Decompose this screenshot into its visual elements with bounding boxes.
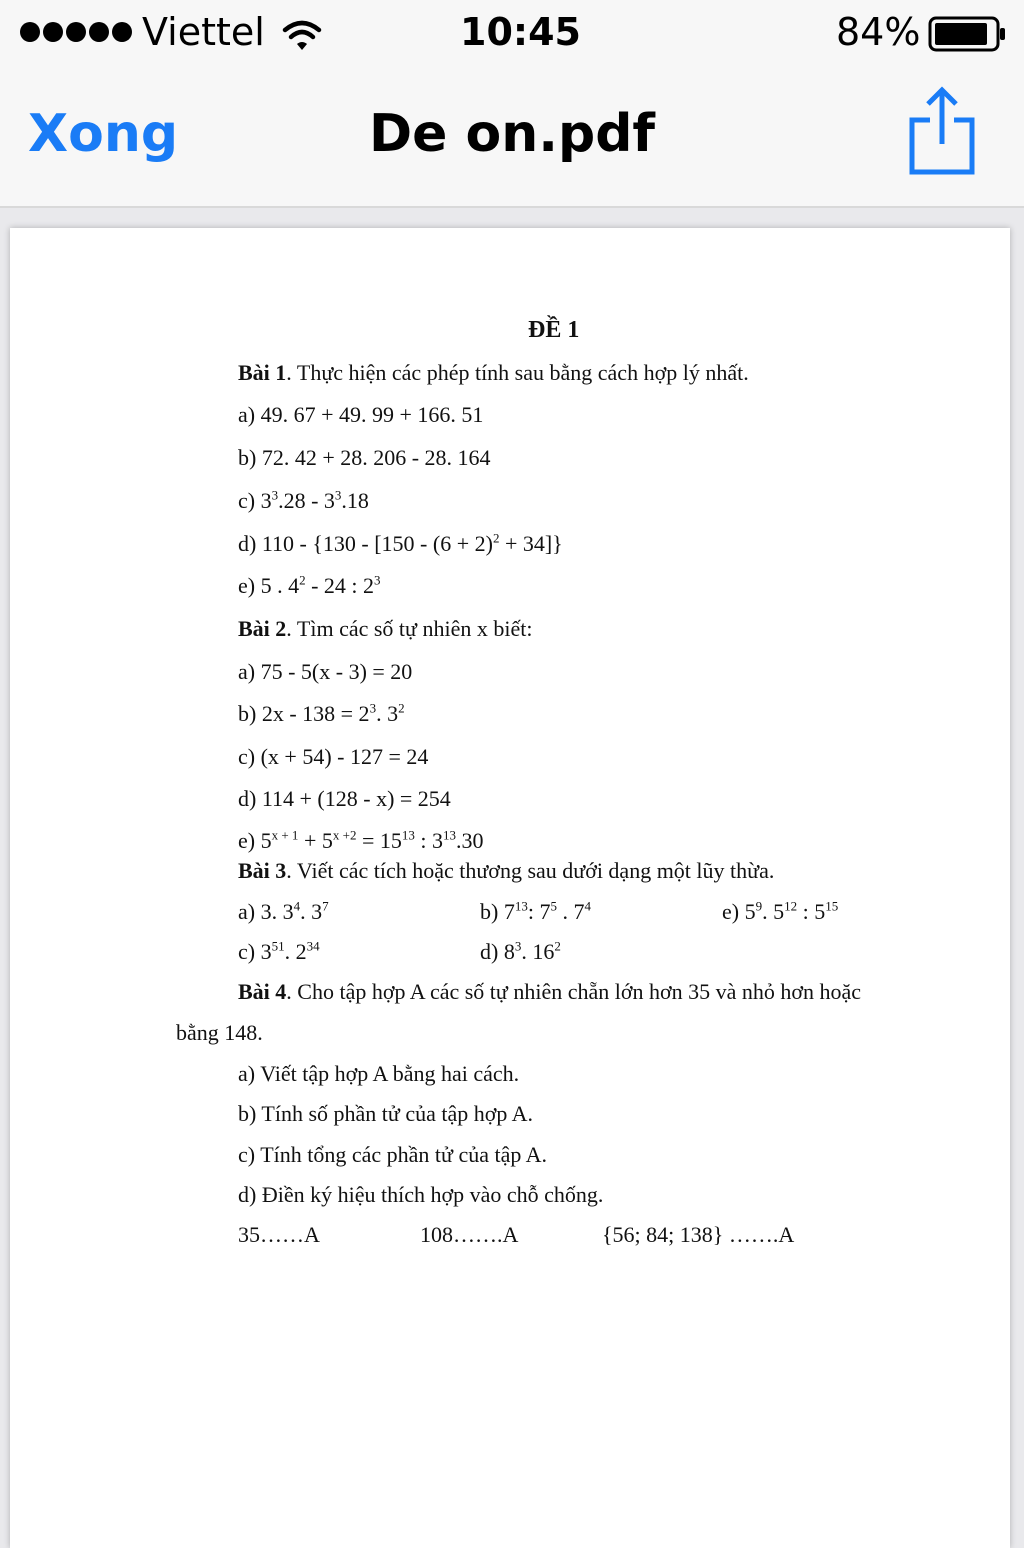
battery-icon	[928, 16, 1008, 52]
bai-4-item-a: a) Viết tập hợp A bằng hai cách.	[238, 1061, 520, 1086]
bai-1-item-e: e) 5 . $4^2 - 24$ : $2^3$	[238, 572, 381, 598]
bai-1-item-c: c) $3^3.28 - 3^3.18$	[238, 487, 369, 513]
bai-2-item-d: d) 114 + (128 - x) = 254	[238, 786, 451, 811]
bai-3-item-c: c) $3^{51}$. $2^{34}$	[238, 938, 320, 964]
bai-3-item-a: a) 3. $3^4$. $3^7$	[238, 898, 329, 924]
bai-1-item-b: b) 72. 42 + 28. 206 - 28. 164	[238, 445, 491, 470]
share-icon[interactable]	[906, 86, 978, 178]
bai-3-item-e: e) $5^9$. $5^{12}$ : $5^{15}$	[722, 898, 839, 924]
bai-3-text: . Viết các tích hoặc thương sau dưới dạng một lũy thừa.	[286, 858, 775, 883]
bai-2-item-a: a) 75 - 5(x - 3) = 20	[238, 659, 413, 684]
signal-strength-icon	[20, 22, 135, 47]
done-button[interactable]: Xong	[28, 104, 179, 164]
bai-4-item-b: b) Tính số phần tử của tập hợp A.	[238, 1101, 534, 1126]
status-time: 10:45	[460, 10, 581, 54]
fill-in-108: 108…….A	[420, 1222, 519, 1247]
bai-2-text: . Tìm các số tự nhiên x biết:	[286, 616, 533, 641]
bai-3-label: Bài 3	[238, 858, 287, 883]
bai-1-prompt	[238, 362, 749, 384]
bai-2-item-c: c) (x + 54) - 127 = 24	[238, 744, 429, 769]
bai-1-text: . Thực hiện các phép tính sau bằng cách hợp lý nhất.	[286, 360, 749, 385]
bai-2-prompt	[238, 618, 532, 640]
bai-4-label: Bài 4	[238, 979, 287, 1004]
bai-4-item-d: d) Điền ký hiệu thích hợp vào chỗ chống.	[238, 1182, 604, 1207]
bai-2-label: Bài 2	[238, 616, 287, 641]
pdf-page	[10, 228, 1010, 1548]
bai-2-item-e: e) $5^{x + 1} + 5^{x +2} = 15^{13}$ : $3^{13}.30$	[238, 827, 484, 853]
bai-3-item-d: d) $8^3$. $16^2$	[480, 938, 561, 964]
fill-in-35: 35……A	[238, 1222, 320, 1247]
bai-4-item-c: c) Tính tổng các phần tử của tập A.	[238, 1142, 548, 1167]
document-title: De on.pdf	[368, 104, 656, 164]
bai-3-prompt	[238, 860, 774, 882]
page-heading: ĐỀ 1	[528, 317, 580, 343]
bai-1-item-d: d) $110 - \{130 - [150 - (6 + 2)^2 + 34]\}$	[238, 530, 563, 556]
bai-4-prompt	[238, 981, 861, 1003]
fill-in-set: {56; 84; 138} …….A	[602, 1222, 795, 1247]
carrier-name: Viettel	[142, 10, 265, 54]
bai-4-prompt-continued: bằng 148.	[176, 1020, 263, 1045]
status-bar	[0, 0, 1024, 70]
bai-2-item-b: b) $2x - 138 = 2^3$. $3^2$	[238, 700, 405, 726]
bai-3-item-b: b) $7^{13}$: $7^5$ . $7^4$	[480, 898, 591, 924]
bai-4-text: . Cho tập hợp A các số tự nhiên chẵn lớn hơn 35 và nhỏ hơn hoặc	[286, 979, 862, 1004]
battery-percentage: 84%	[836, 10, 921, 54]
wifi-icon	[282, 18, 322, 52]
bai-1-label: Bài 1	[238, 360, 287, 385]
bai-1-item-a: a) 49. 67 + 49. 99 + 166. 51	[238, 402, 484, 427]
